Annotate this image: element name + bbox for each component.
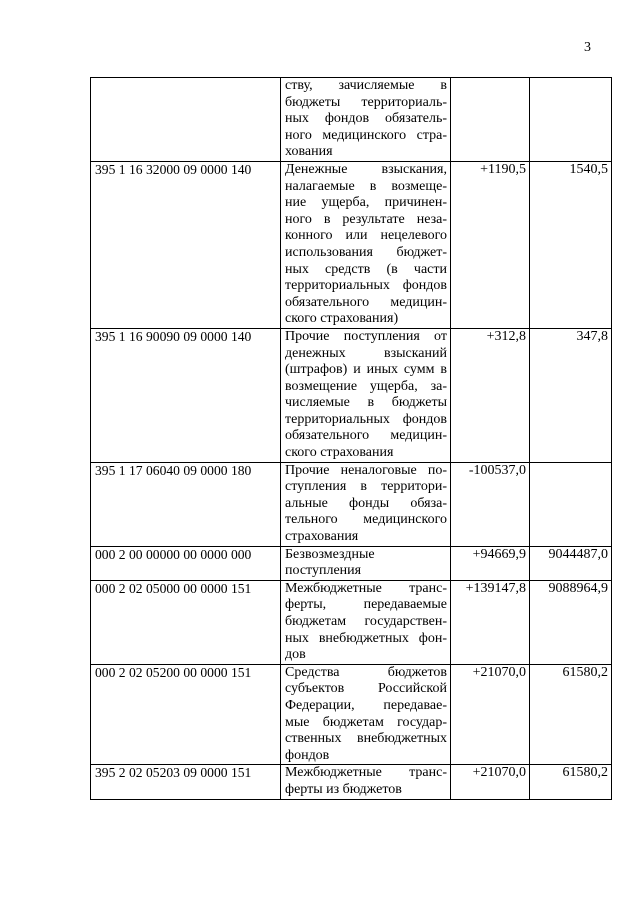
revenue-name-line: ферты из бюджетов bbox=[285, 781, 402, 797]
revenue-name-line: ского страхования) bbox=[285, 311, 399, 327]
classification-code: 000 2 00 00000 00 0000 000 bbox=[91, 546, 281, 580]
revenue-name-line: обязательного медицин- bbox=[285, 294, 447, 310]
table-row bbox=[91, 580, 612, 664]
revenue-name-line: возмещение ущерба, за- bbox=[285, 378, 447, 394]
classification-code: 395 1 16 32000 09 0000 140 bbox=[91, 161, 281, 328]
change-amount: +1190,5 bbox=[451, 161, 530, 328]
revenue-name bbox=[281, 765, 451, 799]
total-amount: 61580,2 bbox=[530, 664, 612, 765]
revenue-name-line: Безвозмездные bbox=[285, 546, 375, 562]
revenue-name-line: тельного медицинского bbox=[285, 512, 447, 528]
revenue-name-line: ступления в территори- bbox=[285, 479, 447, 495]
total-amount: 61580,2 bbox=[530, 765, 612, 799]
total-amount: 9088964,9 bbox=[530, 580, 612, 664]
revenue-name-line: числяемые в бюджеты bbox=[285, 395, 447, 411]
table-row bbox=[91, 161, 612, 328]
total-amount: 347,8 bbox=[530, 328, 612, 462]
revenue-name-line: ных внебюджетных фон- bbox=[285, 630, 447, 646]
total-amount bbox=[530, 78, 612, 162]
revenue-name bbox=[281, 78, 451, 162]
revenue-name-line: Прочие поступления от bbox=[285, 328, 447, 344]
classification-code: 395 1 17 06040 09 0000 180 bbox=[91, 462, 281, 546]
revenue-name-line: дов bbox=[285, 647, 306, 663]
revenue-name-line: Межбюджетные транс- bbox=[285, 765, 447, 781]
revenue-name-line: хования bbox=[285, 144, 333, 160]
total-amount: 1540,5 bbox=[530, 161, 612, 328]
budget-table bbox=[90, 77, 612, 800]
revenue-name-line: территориальных фондов bbox=[285, 278, 447, 294]
revenue-name bbox=[281, 462, 451, 546]
revenue-name-line: ных средств (в части bbox=[285, 261, 447, 277]
classification-code: 395 1 16 90090 09 0000 140 bbox=[91, 328, 281, 462]
revenue-name-line: ферты, передаваемые bbox=[285, 597, 447, 613]
revenue-name-line: Прочие неналоговые по- bbox=[285, 462, 447, 478]
revenue-name-line: Федерации, передавае- bbox=[285, 697, 447, 713]
classification-code: 395 2 02 05203 09 0000 151 bbox=[91, 765, 281, 799]
change-amount bbox=[451, 78, 530, 162]
revenue-name-line: Средства бюджетов bbox=[285, 664, 447, 680]
revenue-name-line: ственных внебюджетных bbox=[285, 731, 447, 747]
revenue-name-line: бюджетам государствен- bbox=[285, 614, 447, 629]
revenue-name-line: ного в результате неза- bbox=[285, 211, 447, 227]
revenue-name-line: денежных взысканий bbox=[285, 345, 447, 361]
revenue-name bbox=[281, 664, 451, 765]
revenue-name bbox=[281, 161, 451, 328]
revenue-name-line: Денежные взыскания, bbox=[285, 161, 447, 177]
table-row bbox=[91, 546, 612, 580]
change-amount: +21070,0 bbox=[451, 664, 530, 765]
revenue-name-line: территориальных фондов bbox=[285, 411, 447, 427]
classification-code bbox=[91, 78, 281, 162]
revenue-name-line: фондов bbox=[285, 747, 330, 763]
revenue-name-line: ского страхования bbox=[285, 445, 394, 461]
page-number: 3 bbox=[584, 40, 591, 55]
change-amount: -100537,0 bbox=[451, 462, 530, 546]
revenue-name bbox=[281, 328, 451, 462]
revenue-name-line: ству, зачисляемые в bbox=[285, 78, 447, 93]
table-row bbox=[91, 664, 612, 765]
table-row bbox=[91, 78, 612, 162]
change-amount: +21070,0 bbox=[451, 765, 530, 799]
revenue-name-line: поступления bbox=[285, 563, 362, 579]
total-amount bbox=[530, 462, 612, 546]
revenue-name-line: ние ущерба, причинен- bbox=[285, 195, 447, 211]
classification-code: 000 2 02 05200 00 0000 151 bbox=[91, 664, 281, 765]
classification-code: 000 2 02 05000 00 0000 151 bbox=[91, 580, 281, 664]
change-amount: +139147,8 bbox=[451, 580, 530, 664]
table-row bbox=[91, 328, 612, 462]
total-amount: 9044487,0 bbox=[530, 546, 612, 580]
change-amount: +94669,9 bbox=[451, 546, 530, 580]
revenue-name-line: субъектов Российской bbox=[285, 681, 447, 697]
revenue-name-line: страхования bbox=[285, 529, 359, 545]
revenue-name-line: конного или нецелевого bbox=[285, 228, 447, 244]
revenue-name-line: бюджеты территориаль- bbox=[285, 94, 447, 110]
revenue-name-line: (штрафов) и иных сумм в bbox=[285, 362, 447, 378]
table-row bbox=[91, 765, 612, 799]
revenue-name-line: налагаемые в возмеще- bbox=[285, 178, 447, 194]
revenue-name-line: обязательного медицин- bbox=[285, 428, 447, 444]
revenue-name-line: Межбюджетные транс- bbox=[285, 580, 447, 596]
revenue-name-line: ных фондов обязатель- bbox=[285, 111, 447, 127]
revenue-name-line: использования бюджет- bbox=[285, 244, 447, 260]
revenue-name bbox=[281, 580, 451, 664]
budget-table-body bbox=[91, 78, 612, 800]
revenue-name-line: мые бюджетам государ- bbox=[285, 714, 447, 730]
table-row bbox=[91, 462, 612, 546]
revenue-name-line: ного медицинского стра- bbox=[285, 127, 447, 143]
revenue-name-line: альные фонды обяза- bbox=[285, 495, 447, 511]
revenue-name bbox=[281, 546, 451, 580]
change-amount: +312,8 bbox=[451, 328, 530, 462]
